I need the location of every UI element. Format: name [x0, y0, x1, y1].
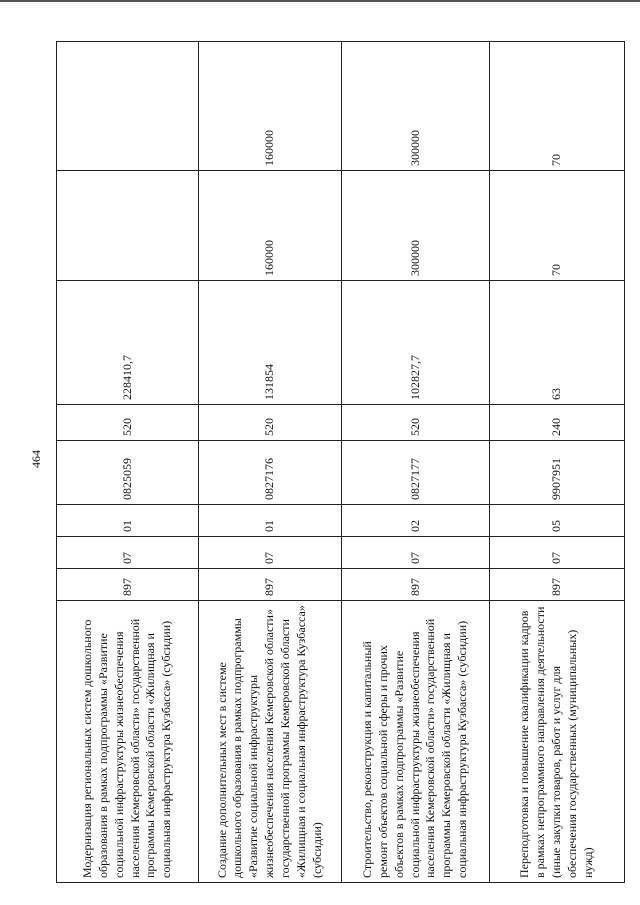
amount-cell-3: 160000: [199, 42, 342, 171]
amount-cell-2: [57, 171, 199, 281]
amount-cell-2: 70: [490, 171, 625, 281]
section-code: 07: [199, 537, 342, 569]
section-code: 07: [490, 537, 625, 569]
amount-cell-1: 228410,7: [57, 281, 199, 405]
subsection-code: 01: [199, 505, 342, 537]
section-code: 07: [57, 537, 199, 569]
expense-type-code: 520: [57, 405, 199, 441]
target-article-code: 0825059: [57, 441, 199, 505]
budget-table: [56, 41, 625, 883]
table-container: [56, 42, 624, 883]
table-row: [57, 42, 199, 883]
row-description: Модернизация региональных систем дошкольного образования в рамках подпрограммы «Развитие социальной инфраструктуры жизнеобеспечения населения Кемеровской области» государственной программы Кемеровской области «Жилищная и социальная инфраструктура Кузбасса» (субсидии): [57, 601, 199, 883]
row-description: Строительство, реконструкция и капитальный ремонт объектов социальной сферы и прочих объектов в рамках подпрограммы «Развитие социальной инфраструктуры жизнеобеспечения населения Кемеровской области» государственной программы Кемеровской области «Жилищная и социальная инфраструктура Кузбасса» (субсидии): [342, 601, 490, 883]
table-row: [490, 42, 625, 883]
table-row: [342, 42, 490, 883]
amount-cell-3: [57, 42, 199, 171]
amount-cell-1: 63: [490, 281, 625, 405]
ministry-code: 897: [342, 569, 490, 601]
expense-type-code: 520: [199, 405, 342, 441]
target-article-code: 9907951: [490, 441, 625, 505]
subsection-code: 05: [490, 505, 625, 537]
amount-cell-1: 131854: [199, 281, 342, 405]
subsection-code: 02: [342, 505, 490, 537]
expense-type-code: 520: [342, 405, 490, 441]
amount-cell-2: 300000: [342, 171, 490, 281]
table-row: [199, 42, 342, 883]
top-rule: [0, 0, 640, 2]
subsection-code: 01: [57, 505, 199, 537]
section-code: 07: [342, 537, 490, 569]
expense-type-code: 240: [490, 405, 625, 441]
page-number: 464: [29, 450, 43, 468]
ministry-code: 897: [57, 569, 199, 601]
amount-cell-3: 70: [490, 42, 625, 171]
amount-cell-3: 300000: [342, 42, 490, 171]
row-description: Переподготовка и повышение квалификации кадров в рамках непрограммного направления деятельности (иные закупки товаров, работ и услуг для обеспечения государственных (муниципальных) нужд): [490, 601, 625, 883]
target-article-code: 0827176: [199, 441, 342, 505]
target-article-code: 0827177: [342, 441, 490, 505]
amount-cell-2: 160000: [199, 171, 342, 281]
ministry-code: 897: [490, 569, 625, 601]
amount-cell-1: 102827,7: [342, 281, 490, 405]
ministry-code: 897: [199, 569, 342, 601]
row-description: Создание дополнительных мест в системе дошкольного образования в рамках подпрограммы «Развитие социальной инфраструктуры жизнеобеспечения населения Кемеровской области» государственной программы Кемеровской области «Жилищная и социальная инфраструктура Кузбасса» (субсидии): [199, 601, 342, 883]
